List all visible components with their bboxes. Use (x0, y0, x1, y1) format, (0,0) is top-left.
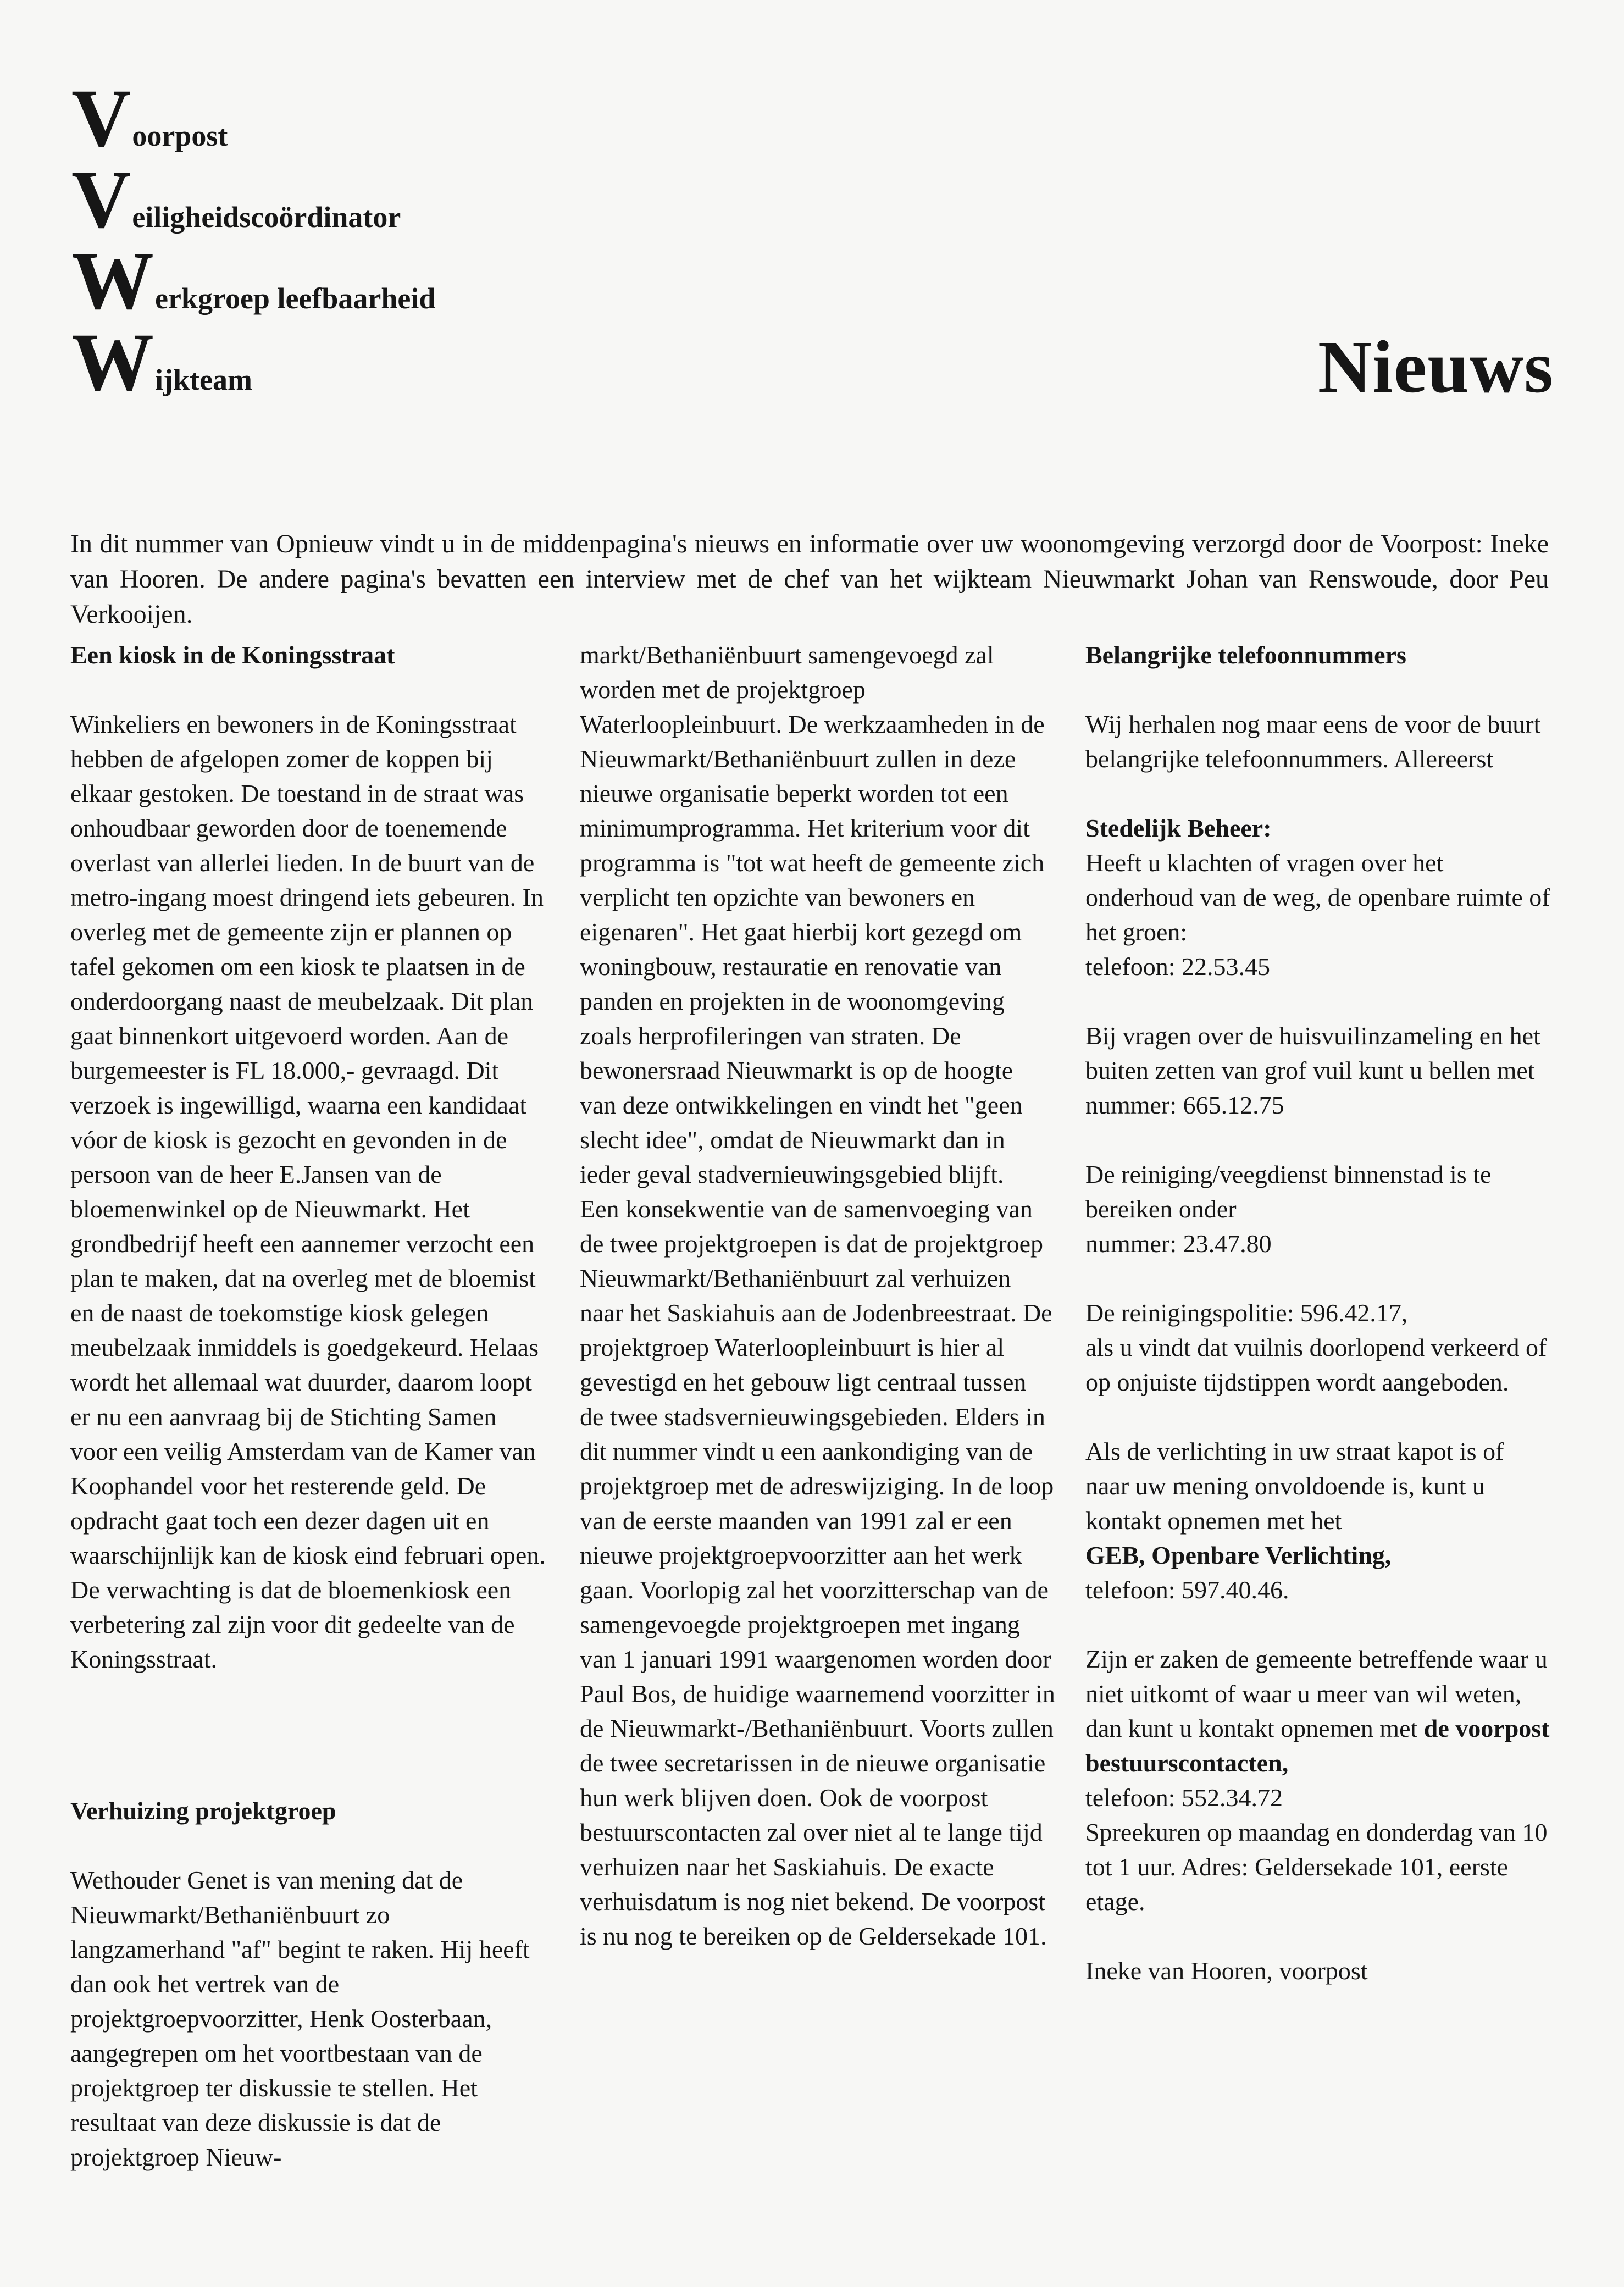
entry-label: GEB, Openbare Verlichting, (1085, 1541, 1392, 1569)
column-middle (580, 638, 1055, 1988)
masthead-word: oorpost (132, 119, 228, 152)
entry-text: Spreekuren op maandag en donderdag van 10 tot 1 uur. Adres: Geldersekade 101, eerste etage. (1085, 1818, 1548, 1915)
article-body: Winkeliers en bewoners in de Koningsstraat hebben de afgelopen zomer de koppen bij elkaar gestoken. De toestand in de straat was onhoudbaar geworden door de toenemende overlast van allerlei lieden. In de buurt van de metro-ingang moest dringend iets gebeuren. In overleg met de gemeente zijn er plannen op tafel gekomen om een kiosk te plaatsen in de onderdoorgang naast de meubelzaak. Dit plan gaat binnenkort uitgevoerd worden. Aan de burgemeester is FL 18.000,- gevraagd. Dit verzoek is ingewilligd, waarna een kandidaat vóor de kiosk is gezocht en gevonden in de persoon van de heer E.Jansen van de bloemenwinkel op de Nieuwmarkt. Het grondbedrijf heeft een aannemer verzocht een plan te maken, dat na overleg met de bloemist en de naast de toekomstige kiosk gelegen meubelzaak inmiddels is goedgekeurd. Helaas wordt het allemaal wat duurder, daarom loopt er nu een aanvraag bij de Stichting Samen voor een veilig Amsterdam van de Kamer van Koophandel voor het resterende geld. De opdracht gaat toch een dezer dagen uit en waarschijnlijk kan de kiosk eind februari open. De verwachting is dat de bloemenkiosk een verbetering zal zijn voor dit gedeelte van de Koningsstraat. (70, 710, 546, 1673)
phone-entry (1085, 1018, 1553, 1122)
masthead-row (71, 235, 436, 326)
masthead-word: ijkteam (155, 363, 252, 396)
entry-phone: telefoon: 597.40.46. (1085, 1576, 1289, 1604)
entry-phone: telefoon: 22.53.45 (1085, 953, 1270, 981)
article-heading: Belangrijke telefoonnummers (1085, 641, 1406, 669)
masthead-initial: W (71, 317, 154, 408)
entry-phone: telefoon: 552.34.72 (1085, 1784, 1283, 1812)
entry-phone: De reinigingspolitie: 596.42.17, (1085, 1299, 1408, 1327)
phone-entry (1085, 1157, 1553, 1261)
entry-phone: nummer: 23.47.80 (1085, 1230, 1272, 1258)
page-title: Nieuws (1317, 326, 1554, 408)
intro-paragraph: In dit nummer van Opnieuw vindt u in de middenpagina's nieuws en informatie over uw woonomgeving verzorgd door de Voorpost: Ineke van Hooren. De andere pagina's bevatten een interview met de chef van het wijkteam Nieuwmarkt Johan van Renswoude, door Peu Verkooijen. (70, 529, 1549, 629)
masthead-word: erkgroep leefbaarheid (155, 282, 436, 315)
article-heading: Een kiosk in de Koningsstraat (70, 641, 395, 669)
entry-text: Als de verlichting in uw straat kapot is of naar uw mening onvoldoende is, kunt u kontakt opnemen met het (1085, 1437, 1504, 1535)
phones-intro: Wij herhalen nog maar eens de voor de buurt belangrijke telefoonnummers. Allereerst (1085, 710, 1541, 773)
article-body: markt/Bethaniënbuurt samengevoegd zal worden met de projektgroep Waterloopleinbuurt. De werkzaamheden in de Nieuwmarkt/Bethaniënbuurt zullen in deze nieuwe organisatie beperkt worden tot een minimumprogramma. Het kriterium voor dit programma is "tot wat heeft de gemeente zich verplicht ten opzichte van bewoners en eigenaren". Het gaat hierbij kort gezegd om woningbouw, restauratie en renovatie van panden en projekten in de woonomgeving zoals herprofileringen van straten. De bewonersraad Nieuwmarkt is op de hoogte van deze ontwikkelingen en vindt het "geen slecht idee", omdat de Nieuwmarkt dan in ieder geval stadvernieuwingsgebied blijft. (580, 641, 1045, 1188)
masthead-initial: V (71, 73, 131, 164)
entry-phone: nummer: 665.12.75 (1085, 1091, 1284, 1119)
entry-text: als u vindt dat vuilnis doorlopend verkeerd of op onjuiste tijdstippen wordt aangeboden. (1085, 1333, 1547, 1396)
phone-entry (1085, 1642, 1553, 1919)
phone-entry (1085, 1434, 1553, 1607)
masthead-row (71, 73, 228, 164)
masthead-row (71, 317, 252, 408)
column-right (1085, 638, 1553, 2023)
entry-text: Zijn er zaken de gemeente betreffende waar u niet uitkomt of waar u meer van wil weten, dan kunt u kontakt opnemen met (1085, 1645, 1548, 1742)
masthead-word: eiligheidscoördinator (132, 201, 401, 234)
entry-text: Heeft u klachten of vragen over het onderhoud van de weg, de openbare ruimte of het groen: (1085, 849, 1550, 946)
masthead-initial: V (71, 154, 131, 245)
entry-text: De reiniging/veegdienst binnenstad is te bereiken onder (1085, 1160, 1492, 1223)
phone-entry (1085, 1295, 1553, 1399)
entry-label: Stedelijk Beheer: (1085, 814, 1272, 842)
signature: Ineke van Hooren, voorpost (1085, 1957, 1368, 1985)
masthead-initial: W (71, 235, 154, 326)
masthead-row (71, 154, 401, 245)
phone-entry (1085, 811, 1553, 984)
entry-label: de voorpost bestuurscontacten, (1085, 1714, 1550, 1777)
column-left (70, 638, 548, 2209)
article-heading: Verhuizing projektgroep (70, 1797, 336, 1825)
article-body: Wethouder Genet is van mening dat de Nieuwmarkt/Bethaniënbuurt zo langzamerhand "af" begint te raken. Hij heeft dan ook het vertrek van de projektgroepvoorzitter, Henk Oosterbaan, aangegrepen om het voortbestaan van de projektgroep ter diskussie te stellen. Het resultaat van deze diskussie is dat de projektgroep Nieuw- (70, 1866, 530, 2171)
article-body: Een konsekwentie van de samenvoeging van de twee projektgroepen is dat de projektgroep Nieuwmarkt/Bethaniënbuurt zal verhuizen naar het Saskiahuis aan de Jodenbreestraat. De projektgroep Waterloopleinbuurt is hier al gevestigd en het gebouw ligt centraal tussen de twee stadsvernieuwingsgebieden. Elders in dit nummer vindt u een aankondiging van de projektgroep met de adreswijziging. In de loop van de eerste maanden van 1991 zal er een nieuwe projektgroepvoorzitter aan het werk gaan. Voorlopig zal het voorzitterschap van de samengevoegde projektgroepen met ingang van 1 januari 1991 waargenomen worden door Paul Bos, de huidige waarnemend voorzitter in de Nieuwmarkt-/Bethaniënbuurt. Voorts zullen de twee secretarissen in de nieuwe organisatie hun werk blijven doen. Ook de voorpost bestuurscontacten zal over niet al te lange tijd verhuizen naar het Saskiahuis. De exacte verhuisdatum is nog niet bekend. De voorpost is nu nog te bereiken op de Geldersekade 101. (580, 1195, 1055, 1950)
entry-text: Bij vragen over de huisvuilinzameling en het buiten zetten van grof vuil kunt u bellen met (1085, 1022, 1540, 1084)
